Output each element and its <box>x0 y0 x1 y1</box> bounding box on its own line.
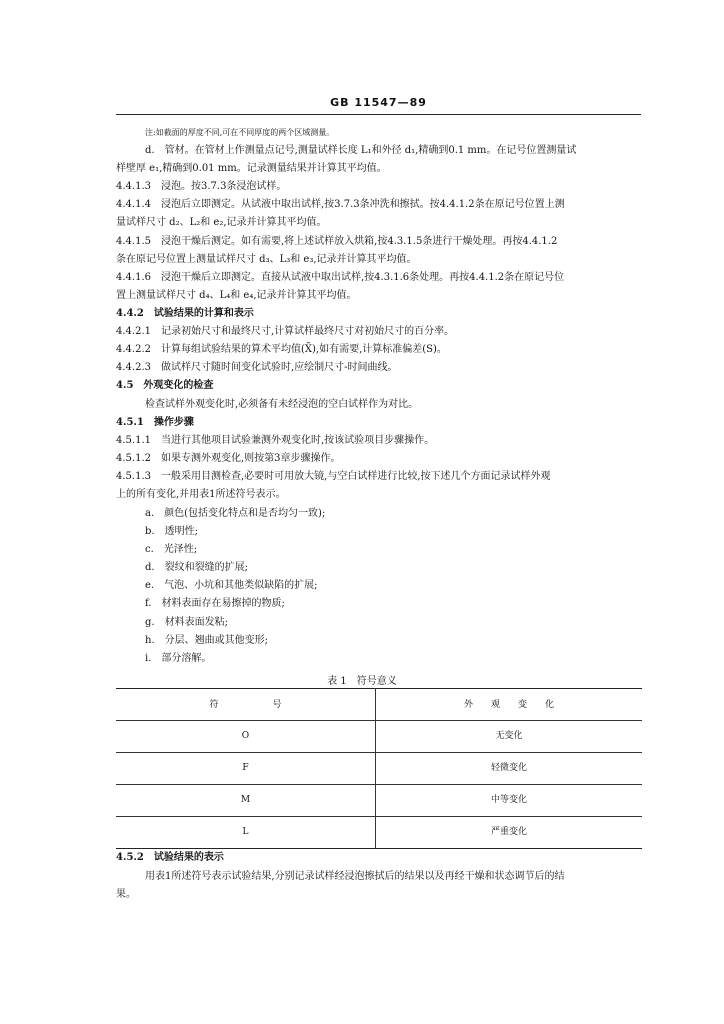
list-item-g: g. 材料表面发粘; <box>145 617 228 628</box>
section-4-5-heading: 4.5 外观变化的检查 <box>116 380 214 391</box>
table-row-rule <box>116 816 642 817</box>
section-4-4-2-3: 4.4.2.3 做试样尺寸随时间变化试验时,应绘制尺寸-时间曲线。 <box>116 362 398 373</box>
table-top-rule <box>116 688 642 689</box>
section-4-4-1-5-line-1: 4.4.1.5 浸泡干燥后测定。如有需要,将上述试样放入烘箱,按4.3.1.5条进行干燥处理。再按4.4.1.2 <box>116 236 558 247</box>
table-header-symbol: 符 号 <box>209 700 282 710</box>
section-4-5-1-heading: 4.5.1 操作步骤 <box>116 417 194 428</box>
section-4-5-1-3-line-2: 上的所有变化,并用表1所述符号表示。 <box>116 489 286 500</box>
table-cell-symbol: L <box>242 827 249 837</box>
table-bottom-rule <box>116 848 642 849</box>
section-4-4-2-2: 4.4.2.2 计算每组试验结果的算术平均值(X̄),如有需要,计算标准偏差(S)。 <box>116 344 447 355</box>
section-4-4-1-6-line-1: 4.4.1.6 浸泡干燥后立即测定。直接从试液中取出试样,按4.3.1.6条处理。再按4.4.1.2条在原记号位 <box>116 272 565 283</box>
table-cell-change: 中等变化 <box>490 795 527 805</box>
table-cell-symbol: M <box>240 795 251 805</box>
table-cell-change: 轻微变化 <box>490 763 527 773</box>
section-4-4-1-3: 4.4.1.3 浸泡。按3.7.3条浸泡试样。 <box>116 181 287 192</box>
section-4-5-1-2: 4.5.1.2 如果专测外观变化,则按第3章步骤操作。 <box>116 453 341 464</box>
list-item-e: e. 气泡、小坑和其他类似缺陷的扩展; <box>145 580 318 591</box>
list-item-f: f. 材料表面存在易擦掉的物质; <box>145 598 285 609</box>
table-header-rule <box>116 720 642 721</box>
section-4-4-1-6-line-2: 置上测量试样尺寸 d₄、L₄和 e₄,记录并计算其平均值。 <box>116 290 357 301</box>
section-4-5-1-1: 4.5.1.1 当进行其他项目试验兼测外观变化时,按该试验项目步骤操作。 <box>116 435 435 446</box>
section-4-4-1-4-line-2: 量试样尺寸 d₂、L₂和 e₂,记录并计算其平均值。 <box>116 217 327 228</box>
standard-code: GB 11547—89 <box>330 96 427 109</box>
list-item-d: d. 裂纹和裂缝的扩展; <box>145 562 248 573</box>
section-4-4-1-4-line-1: 4.4.1.4 浸泡后立即测定。从试液中取出试样,按3.7.3条冲洗和擦拭。按4.4.1.2条在原记号位置上测 <box>116 199 565 210</box>
table-cell-symbol: O <box>241 731 250 741</box>
table-row-rule <box>116 752 642 753</box>
section-4-4-1-5-line-2: 条在原记号位置上测量试样尺寸 d₃、L₃和 e₃,记录并计算其平均值。 <box>116 254 417 265</box>
section-4-5-2-line-2: 果。 <box>116 889 136 900</box>
section-4-4-2-1: 4.4.2.1 记录初始尺寸和最终尺寸,计算试样最终尺寸对初始尺寸的百分率。 <box>116 326 455 337</box>
section-4-4-2-heading: 4.4.2 试验结果的计算和表示 <box>116 308 254 319</box>
list-item-b: b. 透明性; <box>145 526 198 537</box>
list-item-c: c. 光泽性; <box>145 544 198 555</box>
table-header-change: 外 观 变 化 <box>463 700 554 710</box>
paragraph-d-line-1: d. 管材。在管材上作测量点记号,测量试样长度 L₁和外径 d₁,精确到0.1 mm。在记号位置测量试 <box>145 145 577 156</box>
table-caption: 表 1 符号意义 <box>327 676 397 687</box>
list-item-a: a. 颜色(包括变化特点和是否均匀一致); <box>145 508 326 519</box>
page-header <box>116 96 641 115</box>
paragraph-d-line-2: 样壁厚 e₁,精确到0.01 mm。记录测量结果并计算其平均值。 <box>116 163 387 174</box>
table-cell-symbol: F <box>242 763 249 773</box>
table-cell-change: 严重变化 <box>490 827 527 837</box>
note-text: 注:如截面的厚度不同,可在不同厚度的两个区域测量。 <box>145 128 335 137</box>
list-item-i: i. 部分溶解。 <box>145 653 212 664</box>
section-4-5-2-line-1: 用表1所述符号表示试验结果,分别记录试样经浸泡擦拭后的结果以及再经干燥和状态调节后的结 <box>145 871 565 882</box>
section-4-5-text: 检查试样外观变化时,必须备有未经浸泡的空白试样作为对比。 <box>145 399 419 410</box>
section-4-5-1-3-line-1: 4.5.1.3 一般采用目测检查,必要时可用放大镜,与空白试样进行比较,按下述几个方面记录试样外观 <box>116 471 551 482</box>
section-4-5-2-heading: 4.5.2 试验结果的表示 <box>116 852 224 863</box>
table-row-rule <box>116 784 642 785</box>
table-cell-change: 无变化 <box>495 731 523 741</box>
list-item-h: h. 分层、翘曲或其他变形; <box>145 635 268 646</box>
